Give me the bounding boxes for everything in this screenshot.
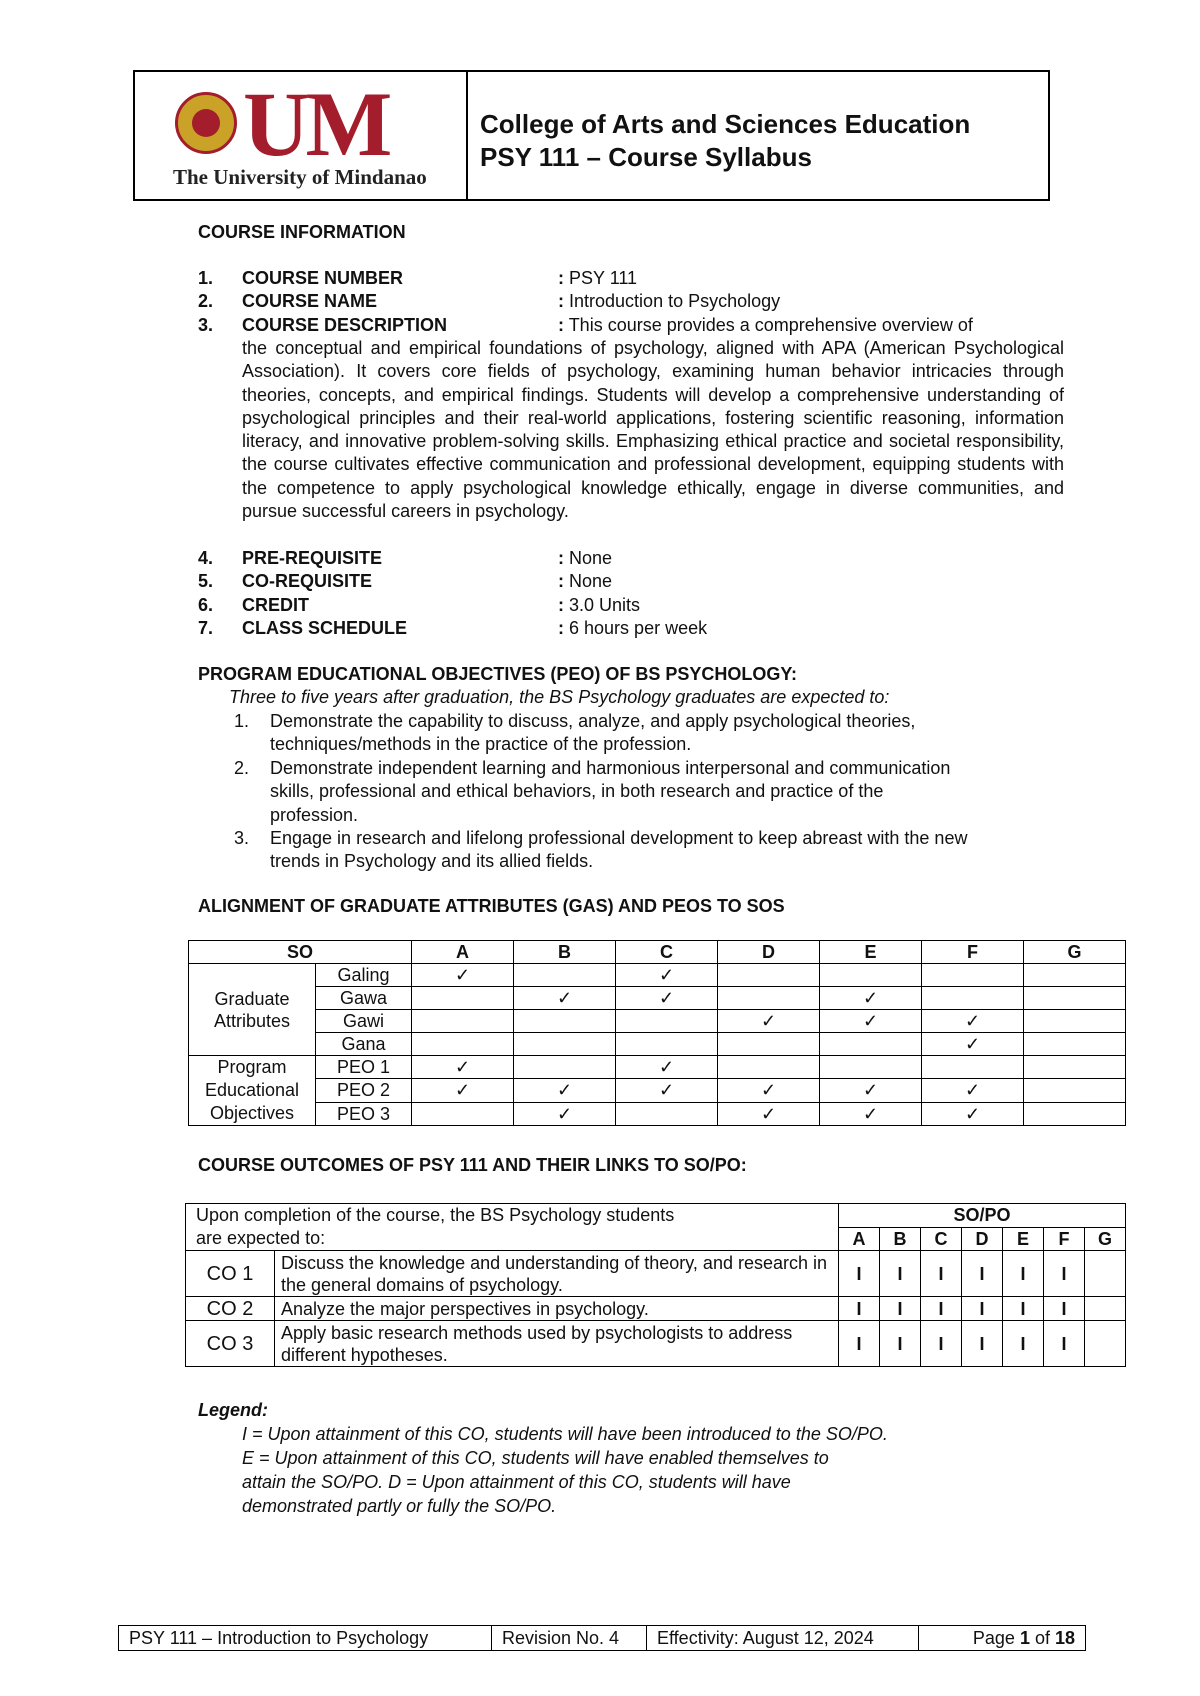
co-mark: I	[962, 1297, 1003, 1321]
table-row	[189, 1010, 1126, 1033]
row-label: Gawa	[316, 987, 412, 1010]
so-header: SO	[189, 941, 412, 964]
page-total: 18	[1054, 1628, 1075, 1648]
graduate-attributes-label: Graduate Attributes	[189, 964, 316, 1056]
co-mark: I	[1003, 1297, 1044, 1321]
co-mark: I	[1044, 1297, 1085, 1321]
check-icon: ✓	[454, 1080, 471, 1101]
co-mark: I	[839, 1321, 880, 1367]
item-separator: :	[558, 291, 564, 312]
alignment-header-row	[189, 941, 1126, 964]
co-mark: I	[839, 1297, 880, 1321]
peo-item	[234, 827, 974, 874]
item-separator: :	[558, 594, 564, 615]
so-column-header: G	[1024, 941, 1126, 964]
item-number: 1.	[198, 268, 214, 288]
peo-text: Engage in research and lifelong professional development to keep abreast with the new trends in Psychology and its allied fields.	[270, 828, 968, 872]
syllabus-title: PSY 111 – Course Syllabus	[480, 142, 812, 172]
item-separator: :	[558, 548, 564, 568]
university-name: The University of Mindanao	[173, 165, 427, 189]
row-label: PEO 3	[316, 1102, 412, 1125]
footer-effectivity: Effectivity: August 12, 2024	[647, 1626, 919, 1650]
co-mark: I	[921, 1297, 962, 1321]
logo-cell	[135, 72, 468, 199]
item-value: 3.0 Units	[569, 594, 641, 615]
row-label: Gawi	[316, 1010, 412, 1033]
item-label: PRE-REQUISITE	[242, 548, 383, 568]
item-value: Introduction to Psychology	[569, 291, 781, 312]
sopo-column-header: F	[1044, 1227, 1085, 1251]
item-number: 7.	[198, 617, 214, 638]
co-mark: I	[880, 1321, 921, 1367]
page-prefix: Page	[972, 1628, 1020, 1648]
check-icon: ✓	[556, 1080, 573, 1101]
co-header-row-1	[186, 1204, 1126, 1228]
co-mark	[1085, 1297, 1126, 1321]
row-label: Galing	[316, 964, 412, 987]
legend-line-1: I = Upon attainment of this CO, students will have been introduced to the SO/PO.	[242, 1424, 888, 1444]
legend-line-2: E = Upon attainment of this CO, students will have enabled themselves to	[242, 1448, 829, 1468]
check-icon: ✓	[862, 1103, 879, 1124]
peo-intro: Three to five years after graduation, the BS Psychology graduates are expected to:	[229, 687, 890, 707]
table-row	[189, 964, 1126, 987]
item-number: 3.	[198, 314, 214, 335]
check-icon: ✓	[760, 1011, 777, 1031]
university-seal-icon	[175, 92, 237, 154]
check-icon: ✓	[658, 965, 675, 985]
check-icon: ✓	[658, 988, 675, 1008]
co-text: Analyze the major perspectives in psychology.	[275, 1297, 839, 1321]
check-icon: ✓	[658, 1057, 675, 1078]
item-label: CO-REQUISITE	[242, 571, 373, 592]
page-of: of	[1029, 1628, 1055, 1648]
co-mark: I	[839, 1251, 880, 1297]
course-description-text: the conceptual and empirical foundations of psychology, aligned with APA (American Psychological Association). It covers core fields of psychology, examining human behavior intricacies through theories, concepts, and empirical findings. Students will develop a comprehensive understanding of psychological principles and their real-world applications, fostering scientific reasoning, information literacy, and innovative problem-solving skills. Emphasizing ethical practice and societal responsibility, the course cultivates effective communication and professional development, equipping students with the competence to apply psychological knowledge ethically, engage in diverse communities, and pursue successful careers in psychology.	[242, 338, 1064, 522]
footer-course: PSY 111 – Introduction to Psychology	[119, 1626, 492, 1650]
table-row	[186, 1251, 1126, 1297]
table-row	[189, 1033, 1126, 1056]
sopo-column-header: A	[839, 1227, 880, 1251]
co-mark	[1085, 1321, 1126, 1367]
co-mark: I	[1003, 1251, 1044, 1297]
table-row	[189, 1102, 1126, 1125]
check-icon: ✓	[964, 1080, 981, 1101]
co-mark: I	[880, 1251, 921, 1297]
co-mark: I	[962, 1321, 1003, 1367]
item-label: COURSE NUMBER	[242, 268, 404, 288]
co-mark: I	[1003, 1321, 1044, 1367]
course-info-row	[198, 290, 1064, 313]
co-mark: I	[1044, 1321, 1085, 1367]
check-icon: ✓	[760, 1080, 777, 1101]
check-icon: ✓	[760, 1103, 777, 1124]
co-mark: I	[921, 1251, 962, 1297]
so-column-header: B	[514, 941, 616, 964]
peo-item	[234, 757, 974, 827]
page-footer	[118, 1625, 1086, 1651]
co-mark: I	[880, 1297, 921, 1321]
document-header	[133, 70, 1050, 201]
course-info-row	[198, 267, 1064, 290]
co-id: CO 2	[186, 1297, 275, 1321]
check-icon: ✓	[964, 1034, 981, 1054]
sopo-column-header: C	[921, 1227, 962, 1251]
table-row	[186, 1297, 1126, 1321]
course-info-row	[198, 617, 1064, 640]
check-icon: ✓	[862, 1080, 879, 1101]
co-text: Apply basic research methods used by psychologists to address different hypotheses.	[275, 1321, 839, 1367]
so-column-header: E	[820, 941, 922, 964]
item-label: CREDIT	[242, 594, 309, 615]
course-info-row	[198, 547, 1064, 570]
check-icon: ✓	[964, 1103, 981, 1124]
item-value: None	[569, 571, 613, 592]
legend-heading: Legend:	[198, 1400, 268, 1420]
title-cell	[468, 72, 1048, 199]
course-info-row	[198, 570, 1064, 593]
co-text: Discuss the knowledge and understanding of theory, and research in the general domains of psychology.	[275, 1251, 839, 1297]
so-column-header: D	[718, 941, 820, 964]
peo-text: Demonstrate independent learning and harmonious interpersonal and communication skills, professional and ethical behaviors, in both research and practice of the profession.	[270, 758, 951, 825]
college-title: College of Arts and Sciences Education	[480, 109, 971, 139]
item-number: 5.	[198, 571, 214, 592]
item-label: CLASS SCHEDULE	[242, 617, 408, 638]
course-info-row	[198, 594, 1064, 617]
course-info-heading: COURSE INFORMATION	[198, 222, 406, 242]
peo-number: 3.	[234, 828, 250, 848]
peo-number: 2.	[234, 758, 250, 778]
item-separator: :	[558, 314, 564, 335]
table-row	[189, 1079, 1126, 1102]
table-row	[189, 987, 1126, 1010]
item-number: 6.	[198, 594, 214, 615]
co-id: CO 3	[186, 1321, 275, 1367]
table-row	[189, 1056, 1126, 1079]
peo-text: Demonstrate the capability to discuss, analyze, and apply psychological theories, techniques/methods in the practice of the profession.	[270, 711, 916, 755]
alignment-heading: ALIGNMENT OF GRADUATE ATTRIBUTES (GAS) AND PEOS TO SOS	[198, 896, 785, 916]
item-number: 2.	[198, 291, 214, 312]
item-value: 6 hours per week	[569, 617, 708, 638]
item-value: This course provides a comprehensive overview of	[568, 314, 973, 335]
peo-item	[234, 710, 974, 757]
check-icon: ✓	[964, 1011, 981, 1031]
course-info-row	[198, 314, 1064, 337]
item-value: PSY 111	[569, 268, 638, 288]
co-mark: I	[1044, 1251, 1085, 1297]
item-label: COURSE NAME	[242, 291, 378, 312]
item-separator: :	[558, 571, 564, 592]
item-separator: :	[558, 268, 564, 288]
check-icon: ✓	[454, 1057, 471, 1078]
sopo-header: SO/PO	[839, 1204, 1126, 1228]
sopo-column-header: E	[1003, 1227, 1044, 1251]
co-intro	[186, 1204, 839, 1251]
item-separator: :	[558, 617, 564, 638]
footer-revision: Revision No. 4	[492, 1626, 647, 1650]
sopo-column-header: B	[880, 1227, 921, 1251]
item-number: 4.	[198, 548, 214, 568]
co-mark: I	[921, 1321, 962, 1367]
co-id: CO 1	[186, 1251, 275, 1297]
so-column-header: F	[922, 941, 1024, 964]
check-icon: ✓	[862, 1011, 879, 1031]
page-number: 1	[1019, 1628, 1030, 1648]
peo-number: 1.	[234, 711, 250, 731]
so-column-header: C	[616, 941, 718, 964]
co-intro-line-2: are expected to:	[196, 1228, 326, 1248]
legend-line-4: demonstrated partly or fully the SO/PO.	[242, 1496, 557, 1516]
course-outcomes-table	[185, 1203, 1126, 1367]
co-intro-line-1: Upon completion of the course, the BS Psychology students	[196, 1205, 675, 1225]
row-label: PEO 1	[316, 1056, 412, 1079]
check-icon: ✓	[862, 988, 879, 1008]
footer-page	[919, 1626, 1085, 1650]
co-mark	[1085, 1251, 1126, 1297]
check-icon: ✓	[556, 988, 573, 1008]
row-label: Gana	[316, 1033, 412, 1056]
alignment-table	[188, 940, 1126, 1126]
check-icon: ✓	[454, 965, 471, 985]
table-row	[186, 1321, 1126, 1367]
peo-heading: PROGRAM EDUCATIONAL OBJECTIVES (PEO) OF BS PSYCHOLOGY:	[198, 664, 798, 684]
row-label: PEO 2	[316, 1079, 412, 1102]
legend	[198, 1398, 888, 1518]
so-column-header: A	[412, 941, 514, 964]
item-label: COURSE DESCRIPTION	[242, 314, 448, 335]
logo-text: UM	[243, 73, 389, 175]
check-icon: ✓	[556, 1103, 573, 1124]
sopo-column-header: G	[1085, 1227, 1126, 1251]
check-icon: ✓	[658, 1080, 675, 1101]
outcomes-heading: COURSE OUTCOMES OF PSY 111 AND THEIR LINKS TO SO/PO:	[198, 1155, 747, 1175]
legend-line-3: attain the SO/PO. D = Upon attainment of this CO, students will have	[242, 1472, 791, 1492]
item-value: None	[569, 548, 613, 568]
sopo-column-header: D	[962, 1227, 1003, 1251]
co-mark: I	[962, 1251, 1003, 1297]
peo-group-label: Program Educational Objectives	[189, 1056, 316, 1126]
